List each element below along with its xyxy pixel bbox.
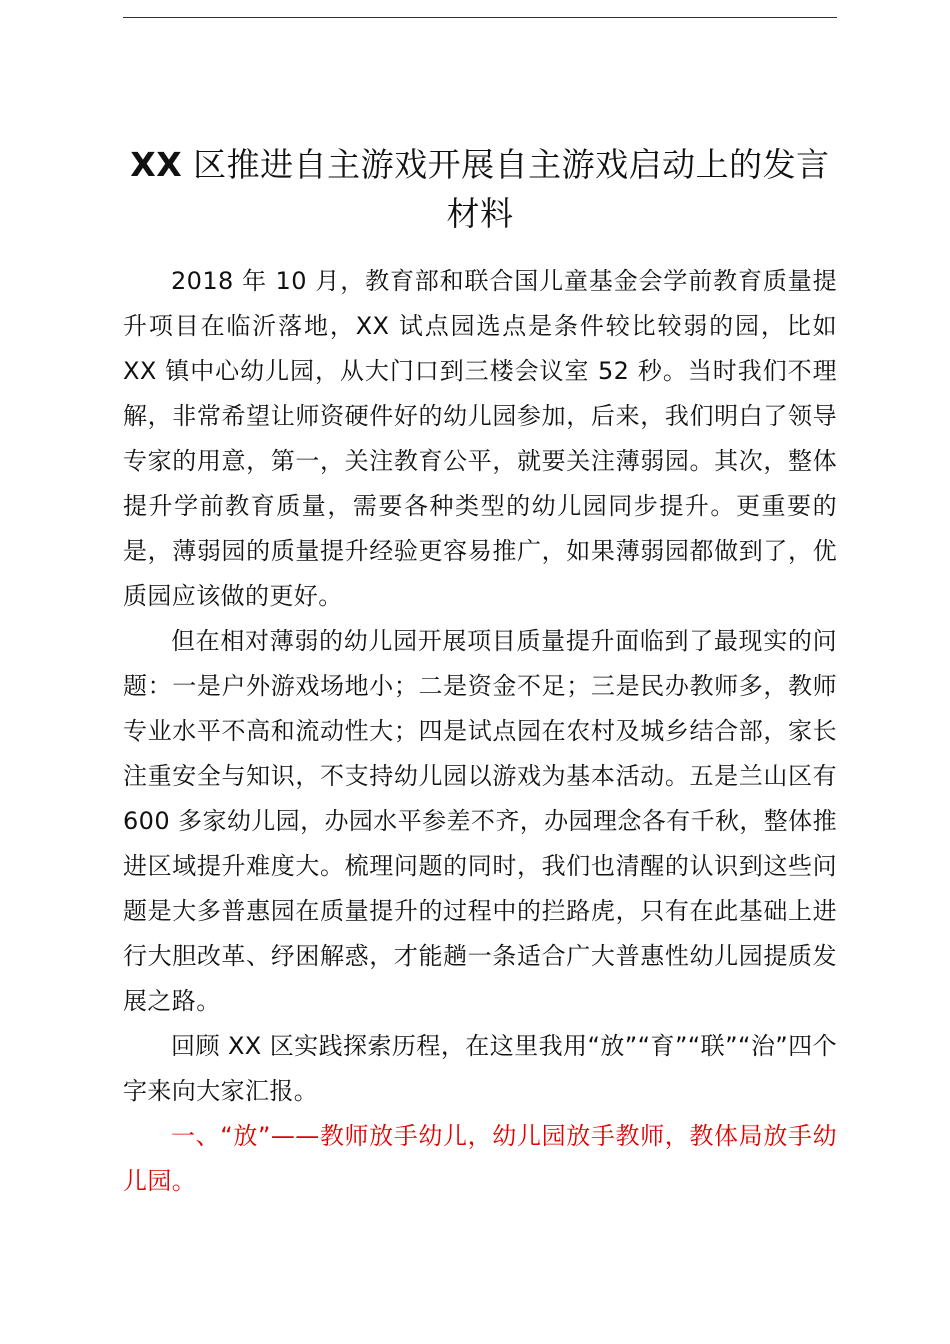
paragraph-2: 但在相对薄弱的幼儿园开展项目质量提升面临到了最现实的问题：一是户外游戏场地小；二是资金不足；三是民办教师多，教师专业水平不高和流动性大；四是试点园在农村及城乡结合部，家长注重安全与知识，不支持幼儿园以游戏为基本活动。五是兰山区有 600 多家幼儿园，办园水平参差不齐，办园理念各有千秋，整体推进区域提升难度大。梳理问题的同时，我们也清醒的认识到这些问题是大多普惠园在质量提升的过程中的拦路虎，只有在此基础上进行大胆改革、纾困解惑，才能趟一条适合广大普惠性幼儿园提质发展之路。	[123, 627, 837, 1015]
section-heading: 一、“放”——教师放手幼儿，幼儿园放手教师，教体局放手幼儿园。	[123, 1122, 837, 1195]
header-rule	[123, 17, 837, 18]
paragraph-3: 回顾 XX 区实践探索历程，在这里我用“放”“育”“联”“治”四个字来向大家汇报。	[123, 1032, 837, 1105]
document-body	[123, 259, 837, 1204]
document-title	[123, 140, 837, 238]
title-text: 区推进自主游戏开展自主游戏启动上的发言材料	[182, 145, 830, 233]
paragraph-1: 2018 年 10 月，教育部和联合国儿童基金会学前教育质量提升项目在临沂落地，XX 试点园选点是条件较比较弱的园，比如 XX 镇中心幼儿园，从大门口到三楼会议室 52 秒。当时我们不理解，非常希望让师资硬件好的幼儿园参加，后来，我们明白了领导专家的用意，第一，关注教育公平，就要关注薄弱园。其次，整体提升学前教育质量，需要各种类型的幼儿园同步提升。更重要的是，薄弱园的质量提升经验更容易推广，如果薄弱园都做到了，优质园应该做的更好。	[123, 267, 837, 610]
title-prefix: XX	[130, 145, 183, 184]
